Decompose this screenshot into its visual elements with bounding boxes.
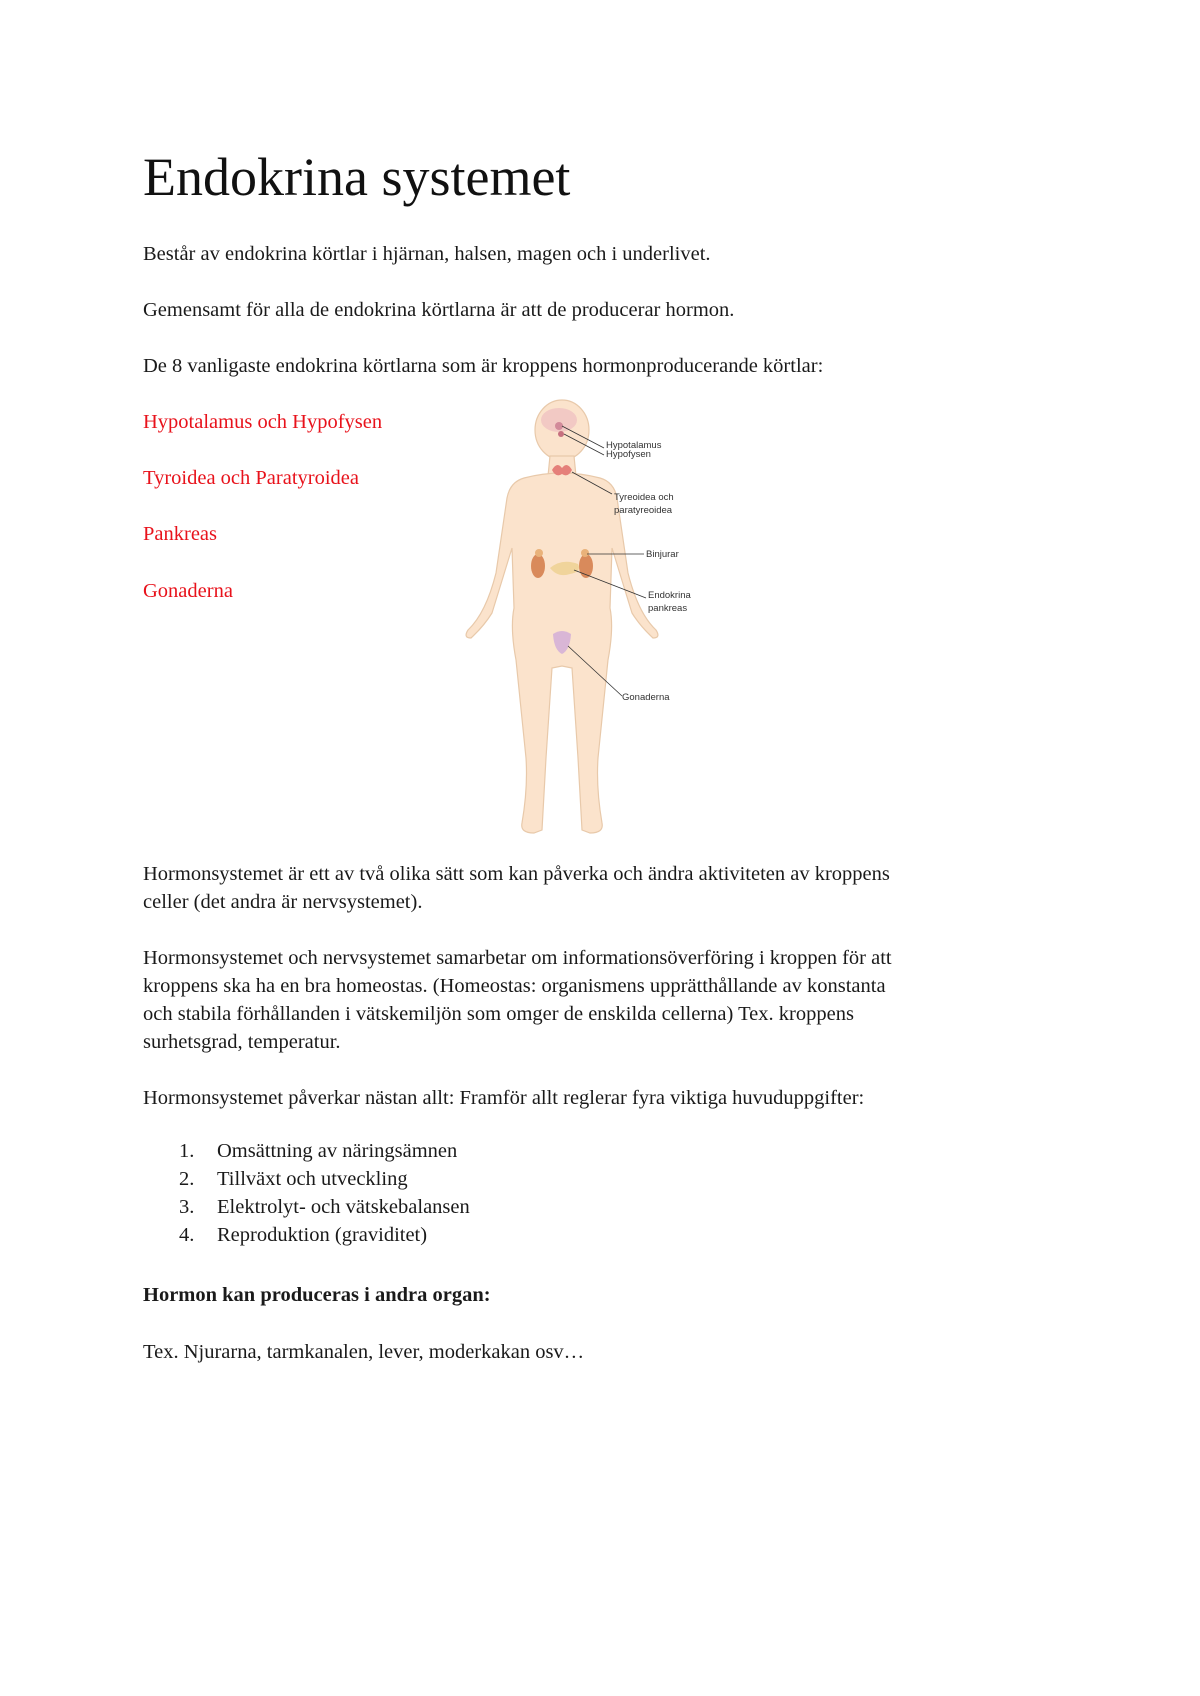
list-item: 3. Elektrolyt- och vätskebalansen: [179, 1196, 470, 1218]
hormone-paragraph-2-line-2: kroppens ska ha en bra homeostas. (Homeostas: organismens upprätthållande av konstanta: [143, 975, 886, 997]
list-item: 1. Omsättning av näringsämnen: [179, 1140, 458, 1162]
hormone-paragraph-1-line-1: Hormonsystemet är ett av två olika sätt som kan påverka och ändra aktiviteten av kroppens: [143, 863, 890, 885]
other-organs-heading: Hormon kan produceras i andra organ:: [143, 1284, 491, 1306]
gland-item-gonads: Gonaderna: [143, 580, 233, 602]
label-hypothalamus: Hypotalamus: [606, 440, 662, 451]
hormone-paragraph-3: Hormonsystemet påverkar nästan allt: Framför allt reglerar fyra viktiga huvuduppgifter:: [143, 1087, 865, 1109]
label-thyroid-1: Tyreoidea och: [614, 492, 674, 503]
hormone-paragraph-1-line-2: celler (det andra är nervsystemet).: [143, 891, 423, 913]
label-adrenal: Binjurar: [646, 549, 679, 560]
hypothalamus-mark: [555, 422, 563, 430]
hypophysis-mark: [558, 431, 564, 437]
other-organs-text: Tex. Njurarna, tarmkanalen, lever, moderkakan osv…: [143, 1341, 585, 1363]
hormone-paragraph-2-line-4: surhetsgrad, temperatur.: [143, 1031, 341, 1053]
label-thyroid-2: paratyreoidea: [614, 505, 673, 516]
label-pancreas-1: Endokrina: [648, 590, 691, 601]
hormone-paragraph-2-line-1: Hormonsystemet och nervsystemet samarbetar om informationsöverföring i kroppen för att: [143, 947, 892, 969]
intro-paragraph-1: Består av endokrina körtlar i hjärnan, halsen, magen och i underlivet.: [143, 243, 711, 265]
endocrine-body-figure: [462, 398, 712, 848]
label-hypophysis: Hypofysen: [606, 449, 651, 460]
list-item: 4. Reproduktion (graviditet): [179, 1224, 428, 1246]
gland-item-thyroid: Tyroidea och Paratyroidea: [143, 467, 360, 489]
label-gonads: Gonaderna: [622, 692, 670, 703]
gland-item-pancreas: Pankreas: [143, 523, 218, 545]
hormone-paragraph-2-line-3: och stabila förhållanden i vätskemiljön som omger de enskilda cellerna) Tex. kroppens: [143, 1003, 854, 1025]
list-item: 2. Tillväxt och utveckling: [179, 1168, 408, 1190]
gland-item-hypothalamus: Hypotalamus och Hypofysen: [143, 411, 383, 433]
page-title: Endokrina systemet: [143, 147, 571, 207]
tasks-list: [143, 1137, 470, 1249]
intro-paragraph-3: De 8 vanligaste endokrina körtlarna som är kroppens hormonproducerande körtlar:: [143, 355, 824, 377]
label-pancreas-2: pankreas: [648, 603, 688, 614]
intro-paragraph-2: Gemensamt för alla de endokrina körtlarna är att de producerar hormon.: [143, 299, 735, 321]
left-kidney-mark: [531, 554, 545, 578]
